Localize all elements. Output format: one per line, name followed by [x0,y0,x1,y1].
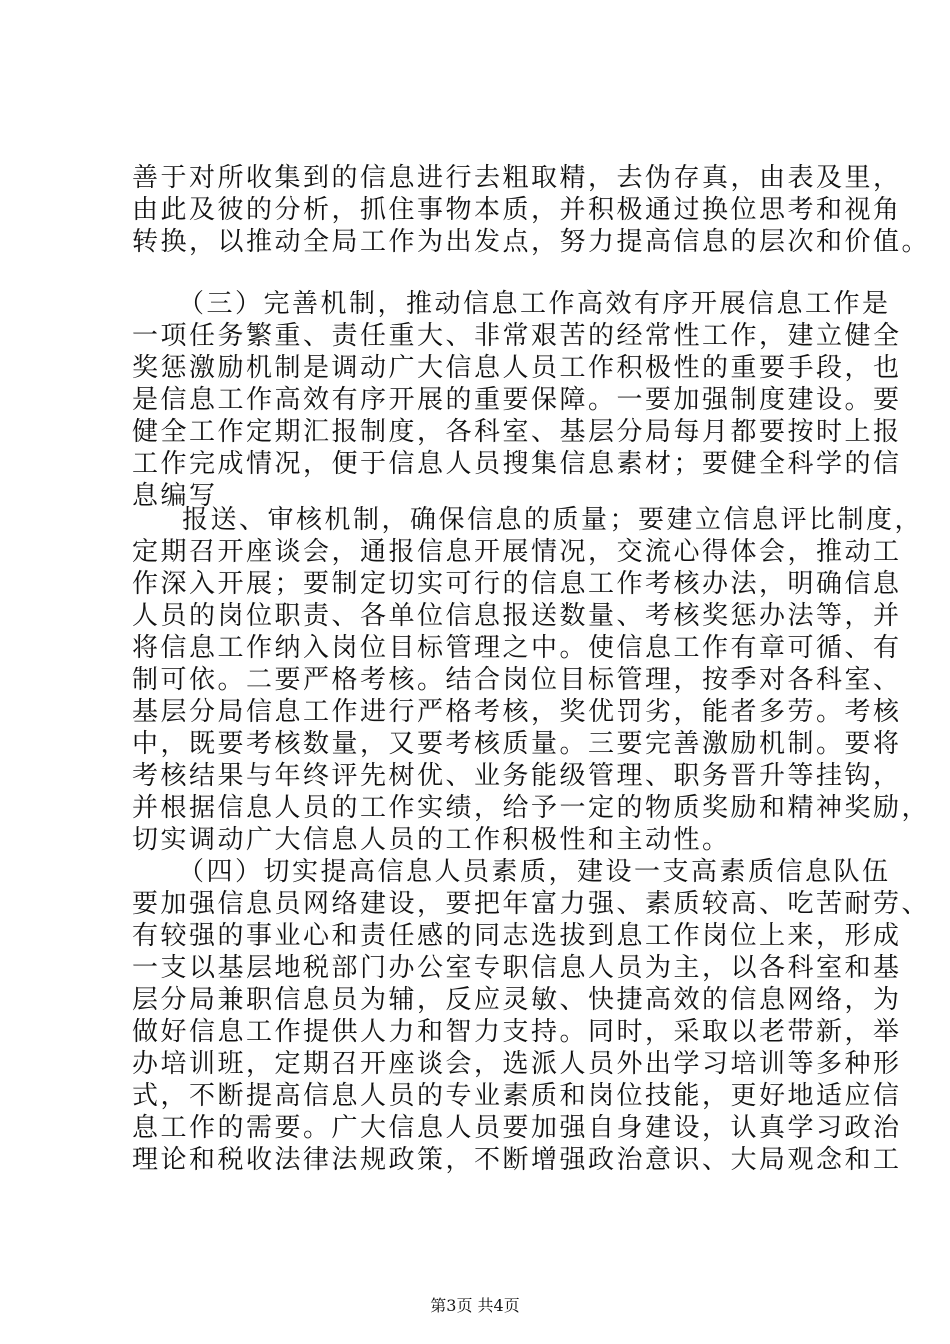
text-line: 由此及彼的分析，抓住事物本质，并积极通过换位思考和视角 [132,195,902,225]
text-line: 作深入开展；要制定切实可行的信息工作考核办法，明确信息 [132,569,902,599]
text-line: 基层分局信息工作进行严格考核，奖优罚劣，能者多劳。考核 [132,697,902,727]
text-line: 报送、审核机制，确保信息的质量；要建立信息评比制度， [182,505,924,535]
text-line: 息编写 [132,481,218,511]
text-line: 中，既要考核数量，又要考核质量。三要完善激励机制。要将 [132,729,902,759]
text-line: 息工作的需要。广大信息人员要加强自身建设，认真学习政治 [132,1113,902,1143]
text-line: 并根据信息人员的工作实绩，给予一定的物质奖励和精神奖励， [132,793,931,823]
text-line: 转换，以推动全局工作为出发点，努力提高信息的层次和价值。 [132,227,931,257]
text-line: 制可依。二要严格考核。结合岗位目标管理，按季对各科室、 [132,665,902,695]
text-line: 人员的岗位职责、各单位信息报送数量、考核奖惩办法等，并 [132,601,902,631]
text-line: （三）完善机制，推动信息工作高效有序开展信息工作是 [178,289,891,319]
text-line: 一项任务繁重、责任重大、非常艰苦的经常性工作，建立健全 [132,321,902,351]
text-line: 定期召开座谈会，通报信息开展情况，交流心得体会，推动工 [132,537,902,567]
text-line: 考核结果与年终评先树优、业务能级管理、职务晋升等挂钩， [132,761,902,791]
text-line: 是信息工作高效有序开展的重要保障。一要加强制度建设。要 [132,385,902,415]
text-line: 层分局兼职信息员为辅，反应灵敏、快捷高效的信息网络，为 [132,985,902,1015]
text-line: 做好信息工作提供人力和智力支持。同时，采取以老带新，举 [132,1017,902,1047]
text-line: 切实调动广大信息人员的工作积极性和主动性。 [132,825,731,855]
text-line: 善于对所收集到的信息进行去粗取精，去伪存真，由表及里， [132,163,902,193]
text-line: 健全工作定期汇报制度，各科室、基层分局每月都要按时上报 [132,417,902,447]
text-line: 要加强信息员网络建设，要把年富力强、素质较高、吃苦耐劳、 [132,889,931,919]
text-line: 将信息工作纳入岗位目标管理之中。使信息工作有章可循、有 [132,633,902,663]
text-line: 奖惩激励机制是调动广大信息人员工作积极性的重要手段，也 [132,353,902,383]
text-line: 一支以基层地税部门办公室专职信息人员为主，以各科室和基 [132,953,902,983]
text-line: 工作完成情况，便于信息人员搜集信息素材；要健全科学的信 [132,449,902,479]
text-line: （四）切实提高信息人员素质，建设一支高素质信息队伍 [178,857,891,887]
page-footer: 第3页 共4页 [430,1296,520,1315]
text-line: 有较强的事业心和责任感的同志选拔到息工作岗位上来，形成 [132,921,902,951]
text-line: 办培训班，定期召开座谈会，选派人员外出学习培训等多种形 [132,1049,902,1079]
text-line: 式，不断提高信息人员的专业素质和岗位技能，更好地适应信 [132,1081,902,1111]
text-line: 理论和税收法律法规政策，不断增强政治意识、大局观念和工 [132,1145,902,1175]
